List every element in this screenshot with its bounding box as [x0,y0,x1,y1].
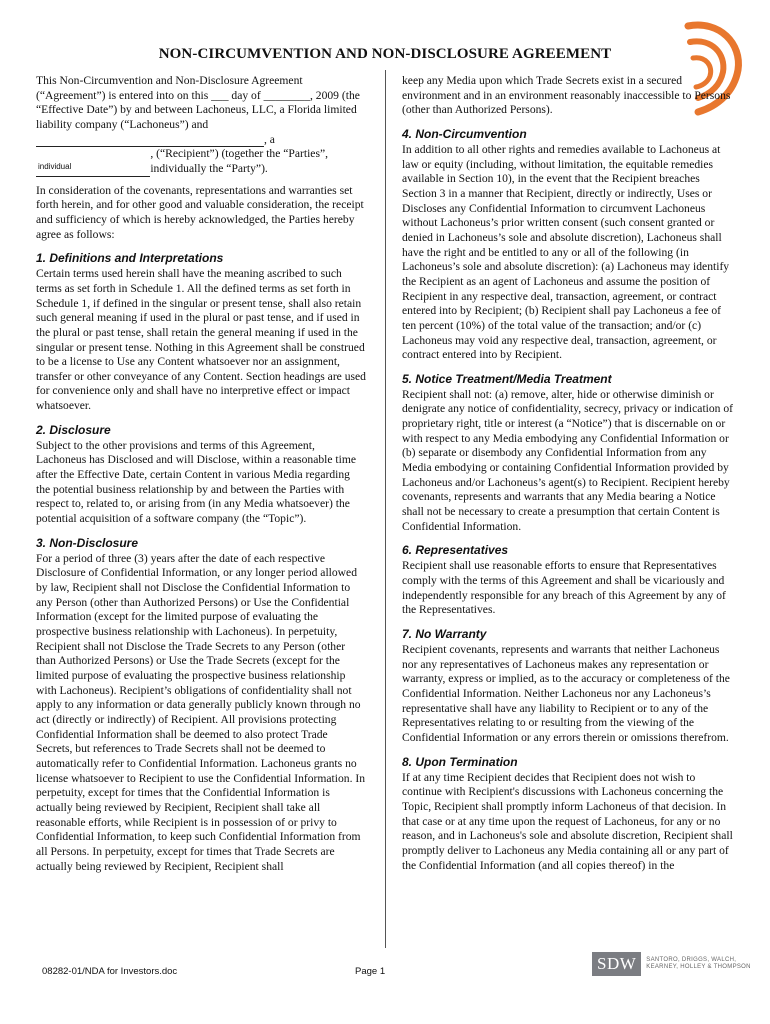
section-heading-8: 8. Upon Termination [402,754,518,769]
intro-recipient: , (“Recipient”) (together the “Parties”, individually the “Party”). [150,147,329,175]
section-body-5: Recipient shall not: (a) remove, alter, hide or otherwise diminish or denigrate any notice of confidentiality, secrecy, privacy or indication of proprietary right, title or interest (a “Notice”) that is discernable on or with respect to any Media embodying any Confidential Information or (b) separate or disembody any Confidential Information from any Media embodying or containing Confidential Information provided by Lachoneus and/or Lachoneus’s agent(s) to Recipient. Recipient hereby covenants, represents and warrants that any Media bearing a Notice shall not be necessary to create a presumption that certain Content is Confidential Information. [402,387,734,533]
section-body-6: Recipient shall use reasonable efforts to ensure that Representatives comply with the terms of this Agreement and shall be vicariously and independently responsible for any breach of this Agreement by any of the Representatives. [402,559,726,617]
entity-type-blank [36,163,150,177]
column-divider [385,70,386,948]
section-body-3-continued: keep any Media upon which Trade Secrets exist in a secured environment and in an environment reasonably inaccessible to Persons (other than Authorized Persons). [402,74,731,117]
firm-name [646,957,751,972]
section-body-8: If at any time Recipient decides that Recipient does not wish to continue with Recipient's discussions with Lachoneus concerning the Topic, Recipient shall promptly inform Lachoneus of that decision. In that case or at any time upon the request of Lachoneus, for any or no reason, and in Lachoneus's sole and absolute discretion, Recipient shall promptly deliver to Lachoneus any Media containing all or any part of the Confidential Information (and all copies thereof) in the [402,770,733,872]
section-body-4: In addition to all other rights and remedies available to Lachoneus at law or equity (including, without limitation, the equitable remedies available in Section 10), in the event that the Recipient breaches Section 3 in a manner that Recipient, directly or indirectly, Uses or Discloses any Confidential Information to circumvent Lachoneus without Lachoneus’s prior written consent (such consent granted or denied in Lachoneus’s sole and absolute discretion), Lachoneus shall have the right and be entitled to any or all of the following (in Lachoneus’s sole and absolute discretion): (a) Lachoneus may identify the Recipient as an agent of Lachoneus and assume the position of Recipient in any respective deal, transaction, agreement, or contract entered into by Recipient; (b) Recipient shall pay Lachoneus a fee of ten percent (10%) of the total value of the transaction; and/or (c) Lachoneus may void any respective deal, transaction, agreement, or contract entered into by Recipient. [402,142,730,362]
section-heading-3: 3. Non-Disclosure [36,535,139,550]
firm-logo [592,952,751,976]
intro-text: This Non-Circumvention and Non-Disclosure Agreement (“Agreement”) is entered into on this ___ day of ________, 2009 (the “Effective Date”) by and between Lachoneus, LLC, a Florida limited liability company (“Lachoneus”) and [36,74,360,131]
footer-page-number: Page 1 [355,966,386,977]
section-heading-2: 2. Disclosure [36,422,111,437]
consideration-paragraph: In consideration of the covenants, representations and warranties set forth herein, and for other good and valuable consideration, the receipt and sufficiency of which is hereby acknowledged, the Parties hereby agree as follows: [36,183,364,241]
section-body-3: For a period of three (3) years after the date of each respective Disclosure of Confidential Information, or any longer period allowed by law, Recipient shall not Disclose the Confidential Information to any Person (other than Authorized Persons) or Use the Confidential Information (except for the limited purpose of evaluating the prospective business relationship with Lachoneus). In perpetuity, Recipient shall not Disclose the Trade Secrets to any Person (other than Authorized Persons) or Use the Trade Secrets (except for the limited purpose of evaluating the prospective business relationship with Lachoneus). Recipient’s obligations of confidentiality shall not apply to any information or data generally publicly known through no act (directly or indirectly) of Recipient. All provisions protecting Confidential Information shall be deemed to also protect Trade Secrets, but references to Trade Secrets shall not be deemed to automatically refer to Confidential Information. Lachoneus grants no license whatsoever to Recipient to use the Confidential Information. In perpetuity, except for times that the Confidential Information is actually being reviewed by Recipient, Recipient shall take all reasonable efforts, while Recipient is in possession of or privy to Confidential Information, to keep such Confidential Information from all Persons. In perpetuity, except for times that Trade Secrets are actually being reviewed by Recipient, Recipient shall [36,551,366,873]
section-heading-4: 4. Non-Circumvention [402,126,527,141]
section-heading-1: 1. Definitions and Interpretations [36,251,224,266]
individual-label: individual [38,161,72,171]
section-body-2: Subject to the other provisions and terms of this Agreement, Lachoneus has Disclosed and will Disclose, within a reasonable time after the Effective Date, certain Content in various Media regarding the potential business relationship by and between the Parties with respect to, related to, or arising from (in any Media whatsoever) the potential acquisition of a software company (the “Topic”). [36,438,357,526]
document-title: NON-CIRCUMVENTION AND NON-DISCLOSURE AGREEMENT [158,46,612,62]
section-heading-6: 6. Representatives [402,543,509,558]
section-body-7: Recipient covenants, represents and warrants that neither Lachoneus nor any representatives of Lachoneus makes any representation or warranty, express or implied, as to the accuracy or completeness of the Confidential Information. Neither Lachoneus nor any Lachoneus’s representative shall have any liability to Recipient or to any of the Representatives relating to or resulting from the viewing of the Confidential Information or any errors therein or omissions therefrom. [402,643,730,744]
intro-suffix: , a [264,132,275,146]
firm-name-line-1: SANTORO, DRIGGS, WALCH, [646,956,737,963]
right-column [402,74,734,880]
section-heading-5: 5. Notice Treatment/Media Treatment [402,371,612,386]
party-name-blank [36,133,264,147]
left-column [36,74,366,881]
section-heading-7: 7. No Warranty [402,627,487,641]
intro-paragraph [36,74,366,177]
firm-name-line-2: KEARNEY, HOLLEY & THOMPSON [646,964,751,970]
firm-abbr: SDW [592,952,641,976]
footer-doc-reference: 08282-01/NDA for Investors.doc [42,966,178,977]
section-body-1: Certain terms used herein shall have the meaning ascribed to such terms as set forth in Schedule 1. All the defined terms as set forth in Schedule 1, if defined in the singular or present tense, shall also retain such general meaning if used in the plural or past tense, and if used in the plural or past tense, shall retain the general meaning if used in the singular or present tense. Nothing in this Agreement shall be construed to be a license to Use any Content whatsoever nor an assignment, transfer or other conveyance of any Content. Section headings are used for convenience only and shall have no interpretive effect or impact whatsoever. [36,267,366,413]
